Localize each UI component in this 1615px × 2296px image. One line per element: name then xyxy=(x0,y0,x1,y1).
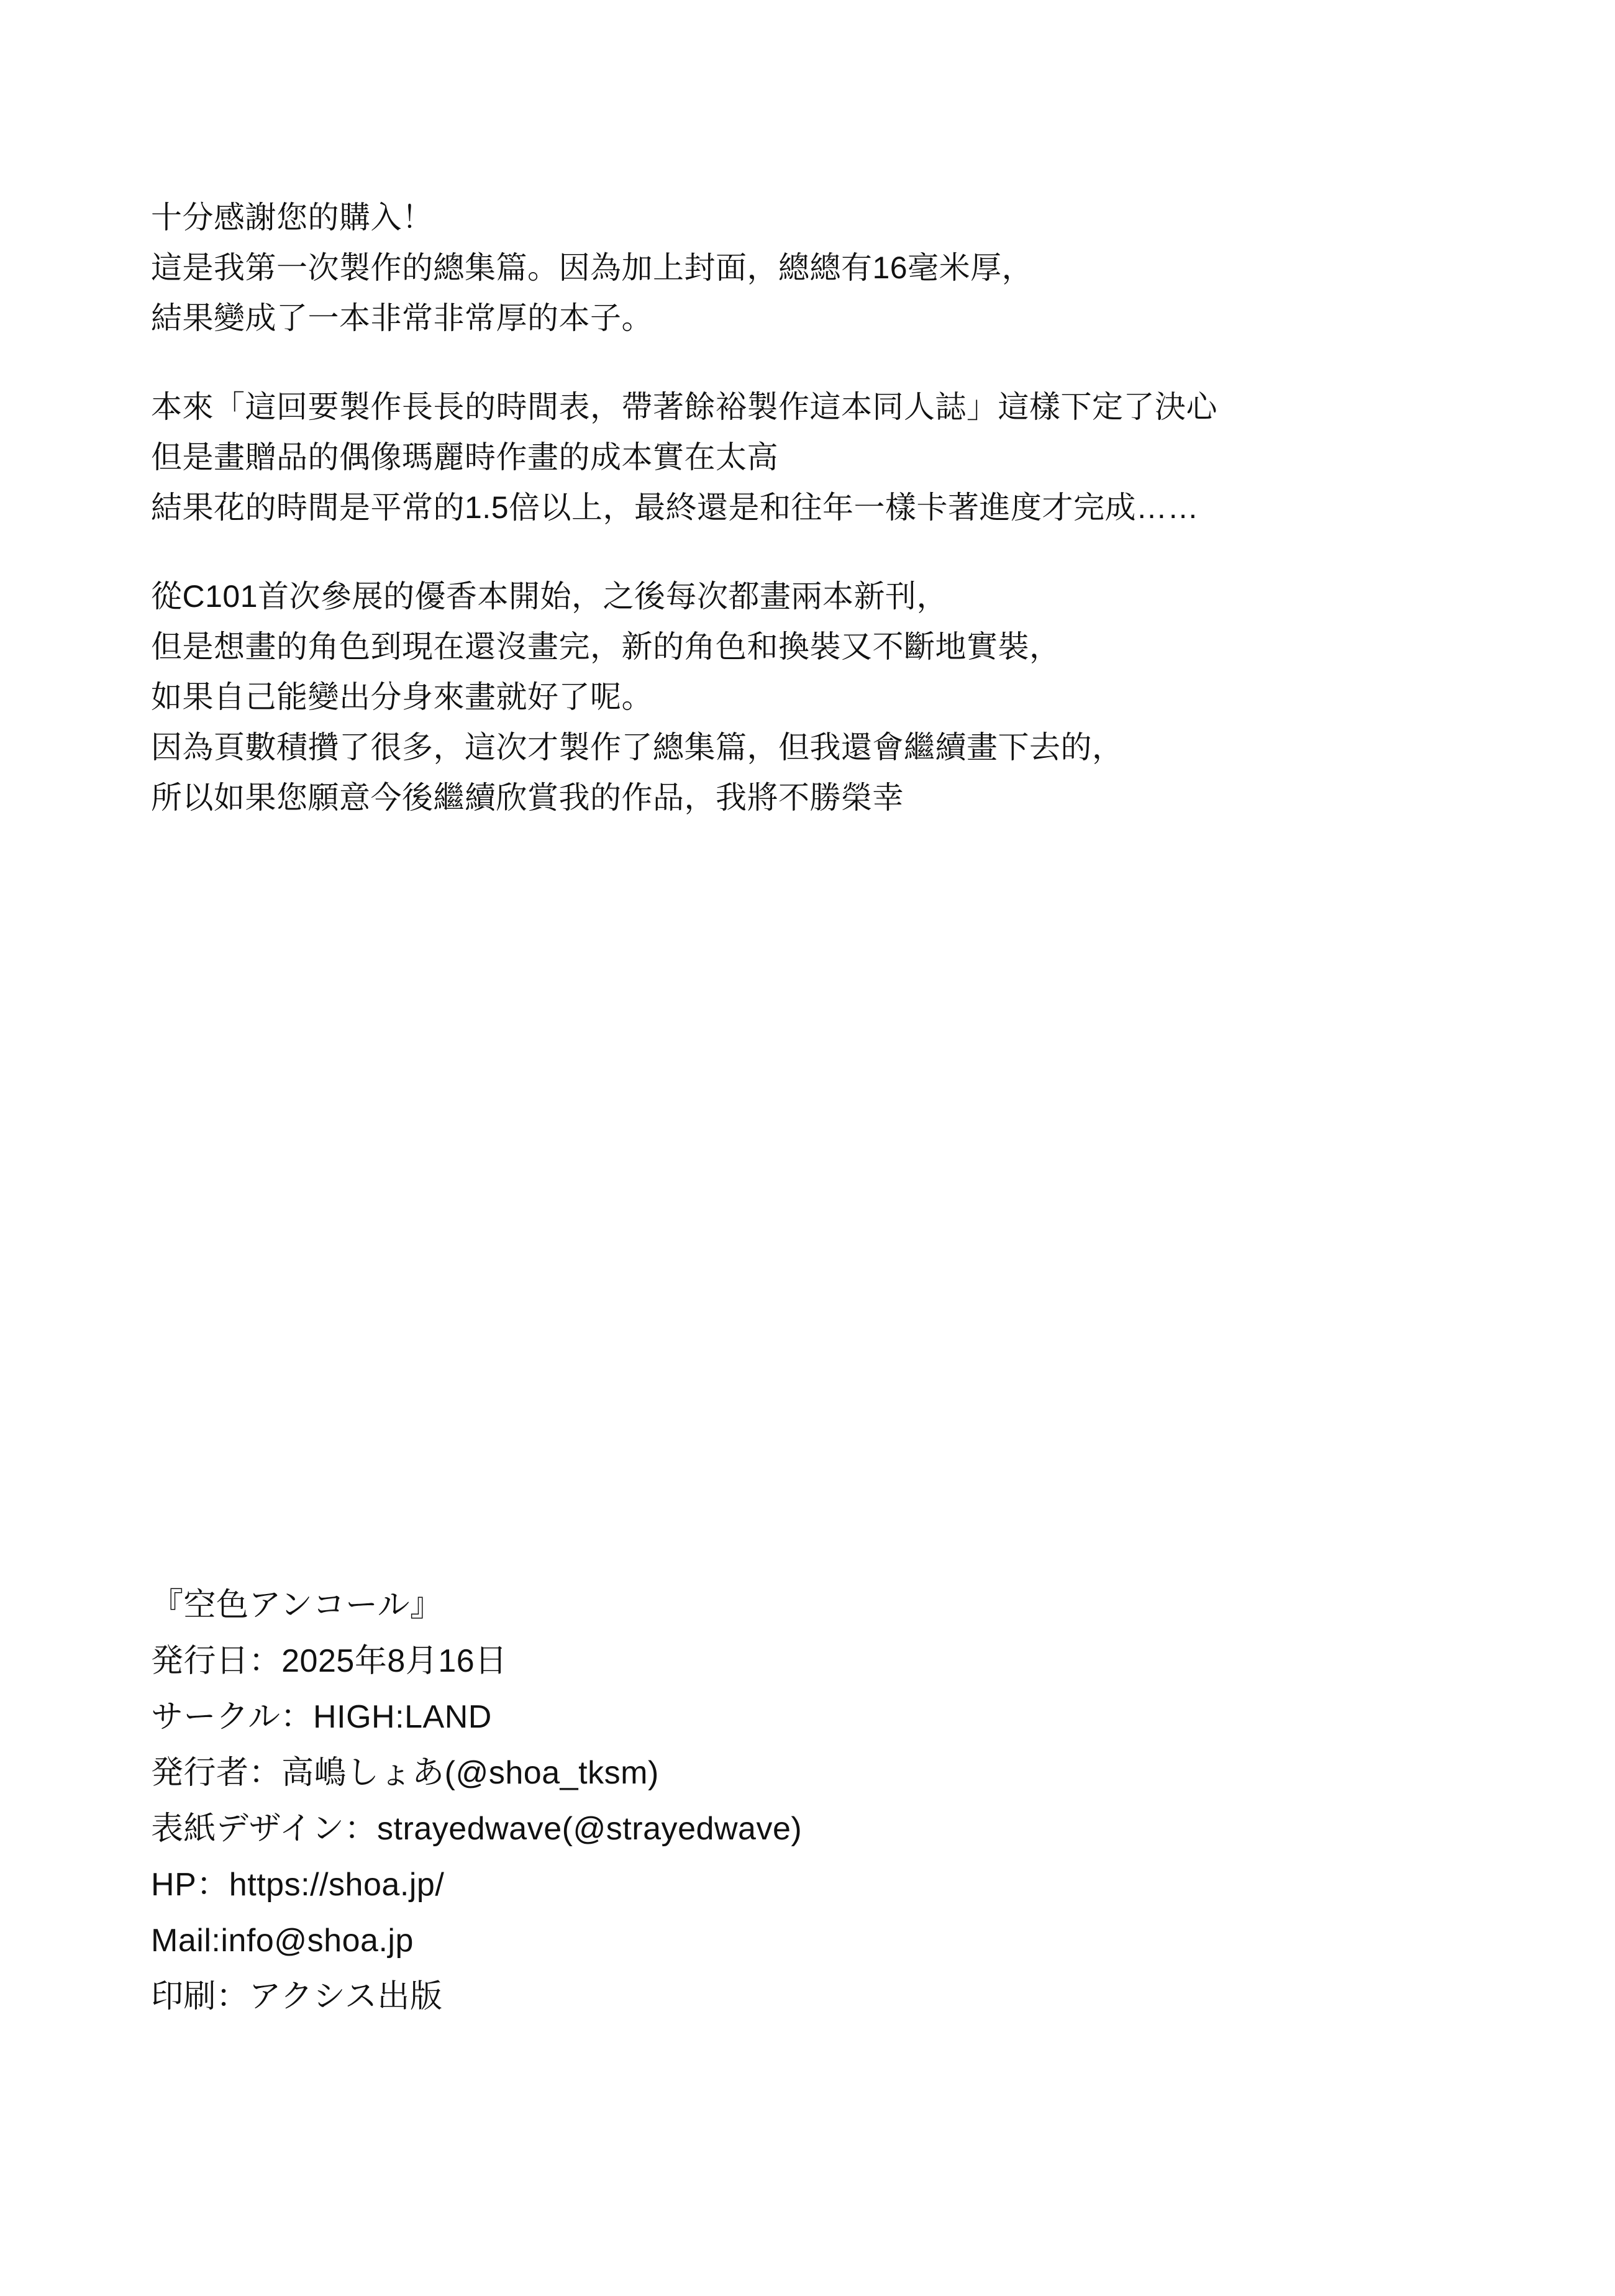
afterword-paragraph xyxy=(151,193,1468,344)
afterword-paragraph xyxy=(151,572,1468,823)
colophon-homepage: HP：https://shoa.jp/ xyxy=(151,1866,445,1903)
colophon-cover-designer: 表紙デザイン：strayedwave(@strayedwave) xyxy=(151,1810,803,1847)
afterword-section xyxy=(151,193,1468,823)
colophon-mail: Mail:info@shoa.jp xyxy=(151,1922,414,1959)
colophon-publish-date: 発行日：2025年8月16日 xyxy=(151,1642,507,1679)
afterword-line: 所以如果您願意今後繼續欣賞我的作品，我將不勝榮幸 xyxy=(151,780,904,815)
afterword-line: 十分感謝您的購入！ xyxy=(151,200,434,235)
afterword-line: 這是我第一次製作的總集篇。因為加上封面，總總有16毫米厚， xyxy=(151,250,1034,285)
afterword-line: 結果變成了一本非常非常厚的本子。 xyxy=(151,301,653,335)
afterword-line: 因為頁數積攢了很多，這次才製作了總集篇，但我還會繼續畫下去的， xyxy=(151,730,1124,765)
afterword-line: 本來「這回要製作長長的時間表，帶著餘裕製作這本同人誌」這樣下定了決心 xyxy=(151,390,1217,424)
afterword-line: 結果花的時間是平常的1.5倍以上，最終還是和往年一樣卡著進度才完成…… xyxy=(151,490,1199,525)
afterword-line: 如果自己能變出分身來畫就好了呢。 xyxy=(151,680,653,714)
afterword-line: 但是想畫的角色到現在還沒畫完，新的角色和換裝又不斷地實裝， xyxy=(151,629,1061,664)
colophon-printer: 印刷：アクシス出版 xyxy=(151,1978,443,2015)
colophon-author: 発行者：高嶋しょあ(@shoa_tksm) xyxy=(151,1754,659,1791)
afterword-line: 從C101首次參展的優香本開始，之後每次都畫兩本新刊， xyxy=(151,579,949,614)
colophon-section xyxy=(151,1578,1468,2025)
colophon-title: 『空色アンコール』 xyxy=(151,1587,443,1623)
afterword-paragraph xyxy=(151,382,1468,533)
colophon-circle: サークル：HIGH:LAND xyxy=(151,1698,492,1735)
afterword-line: 但是畫贈品的偶像瑪麗時作畫的成本實在太高 xyxy=(151,440,778,475)
